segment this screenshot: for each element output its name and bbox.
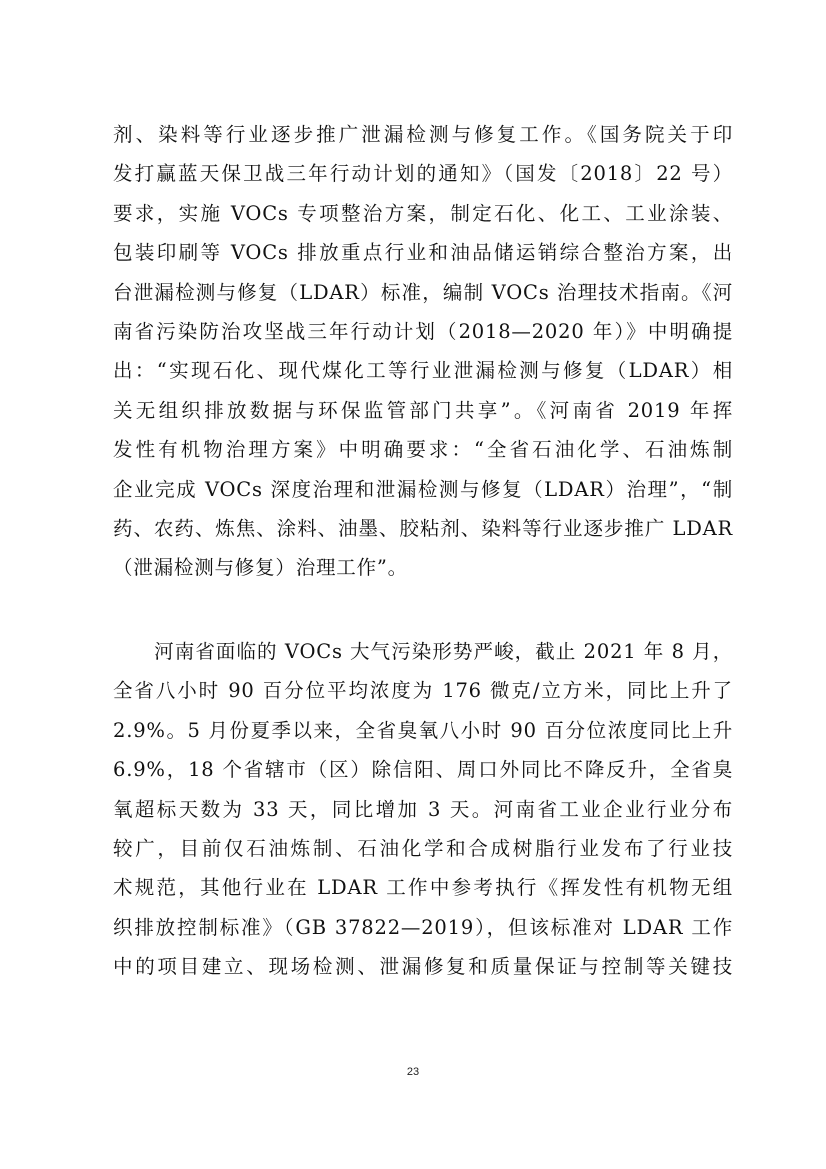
text-line: 南省污染防治攻坚战三年行动计划（2018—2020 年）》中明确提 [113, 319, 733, 343]
text-line: 较广，目前仅石油炼制、石油化学和合成树脂行业发布了行业技 [113, 836, 733, 860]
text-line: 剂、染料等行业逐步推广泄漏检测与修复工作。《国务院关于印 [113, 123, 733, 146]
text-line: 术规范，其他行业在 LDAR 工作中参考执行《挥发性有机物无组 [113, 876, 733, 900]
text-line: 企业完成 VOCs 深度治理和泄漏检测与修复（LDAR）治理”，“制 [113, 477, 733, 501]
text-line: 河南省面临的 VOCs 大气污染形势严峻，截止 2021 年 8 月， [113, 640, 733, 663]
text-line: 发性有机物治理方案》中明确要求：“全省石油化学、石油炼制 [113, 438, 733, 462]
text-line: 药、农药、炼焦、涂料、油墨、胶粘剂、染料等行业逐步推广 LDAR [113, 516, 733, 540]
text-line: 织排放控制标准》（GB 37822—2019），但该标准对 LDAR 工作 [113, 915, 733, 939]
text-line: 氧超标天数为 33 天，同比增加 3 天。河南省工业企业行业分布 [113, 797, 733, 821]
text-line: 2.9%。5 月份夏季以来，全省臭氧八小时 90 百分位浓度同比上升 [113, 718, 733, 742]
text-line: 发打赢蓝天保卫战三年行动计划的通知》（国发〔2018〕22 号） [113, 162, 733, 186]
text-line: 出：“实现石化、现代煤化工等行业泄漏检测与修复（LDAR）相 [113, 359, 733, 383]
text-line: 中的项目建立、现场检测、泄漏修复和质量保证与控制等关键技 [113, 955, 733, 979]
text-line: 台泄漏检测与修复（LDAR）标准，编制 VOCs 治理技术指南。《河 [113, 280, 733, 304]
text-line: （泄漏检测与修复）治理工作”。 [113, 556, 408, 580]
page-number: 23 [406, 1066, 420, 1078]
text-line: 要求，实施 VOCs 专项整治方案，制定石化、化工、工业涂装、 [113, 201, 733, 225]
text-line: 6.9%，18 个省辖市（区）除信阳、周口外同比不降反升，全省臭 [113, 758, 733, 782]
paragraph-1 [113, 115, 733, 588]
paragraph-2 [113, 632, 733, 987]
text-line: 包装印刷等 VOCs 排放重点行业和油品储运销综合整治方案，出 [113, 241, 733, 265]
text-line: 关无组织排放数据与环保监管部门共享”。《河南省 2019 年挥 [113, 398, 733, 422]
text-line: 全省八小时 90 百分位平均浓度为 176 微克/立方米，同比上升了 [113, 679, 733, 703]
